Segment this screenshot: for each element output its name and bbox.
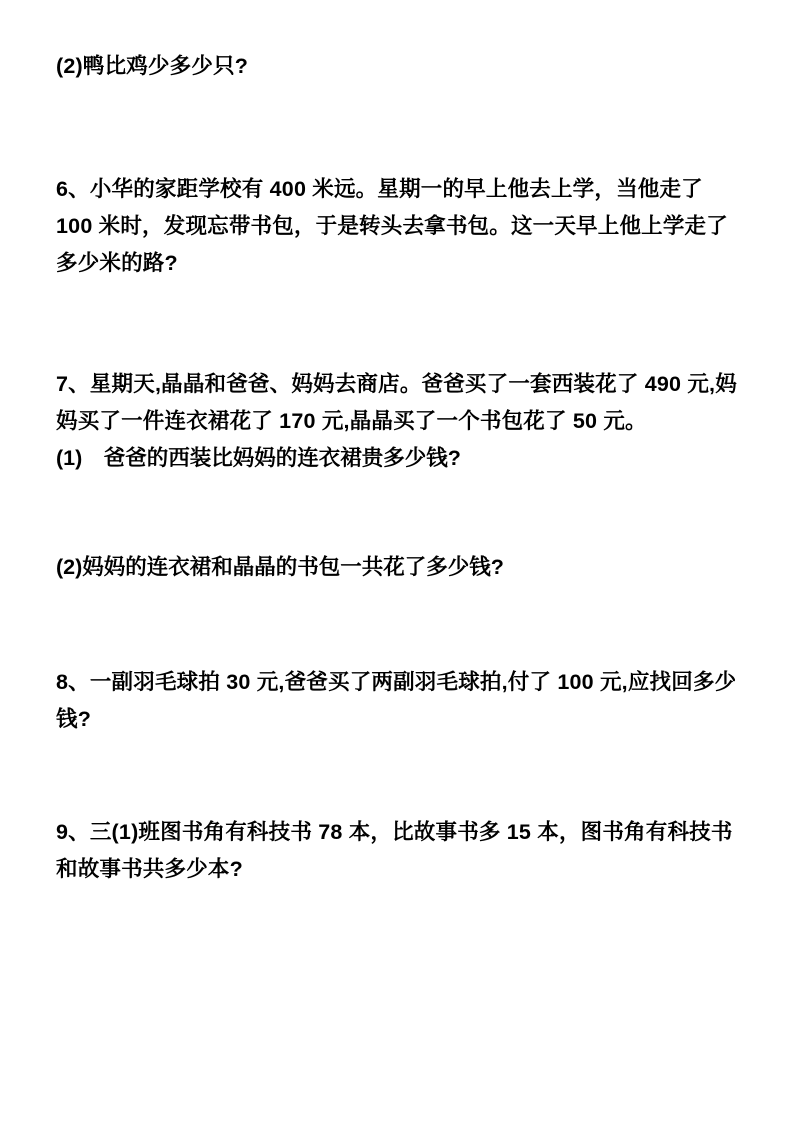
- problem-text: 9、三(1)班图书角有科技书 78 本，比故事书多 15 本，图书角有科技书和故事书共多少本?: [56, 819, 733, 881]
- answer-space: [56, 738, 737, 814]
- answer-space: [56, 477, 737, 549]
- answer-space: [56, 586, 737, 664]
- problem-7-part-2-block: [56, 549, 737, 586]
- problem-7-part-2: (2)妈妈的连衣裙和晶晶的书包一共花了多少钱?: [56, 554, 504, 579]
- problem-6: [56, 171, 737, 282]
- answer-space: [56, 85, 737, 171]
- problem-text: (2)鸭比鸡少多少只?: [56, 54, 249, 78]
- problem-text: 7、星期天,晶晶和爸爸、妈妈去商店。爸爸买了一套西装花了 490 元,妈妈买了一件连衣裙花了 170 元,晶晶买了一个书包花了 50 元。: [56, 371, 737, 433]
- problem-9: [56, 814, 737, 888]
- problem-5-part-2: [56, 48, 737, 85]
- problem-text: 8、一副羽毛球拍 30 元,爸爸买了两副羽毛球拍,付了 100 元,应找回多少钱?: [56, 669, 737, 731]
- problem-7-part-1: (1) 爸爸的西装比妈妈的连衣裙贵多少钱?: [56, 445, 461, 470]
- problem-text: 6、小华的家距学校有 400 米远。星期一的早上他去上学，当他走了 100 米时，发现忘带书包，于是转头去拿书包。这一天早上他上学走了多少米的路?: [56, 176, 728, 275]
- problem-7: [56, 366, 737, 477]
- problem-8: [56, 664, 737, 738]
- answer-space: [56, 282, 737, 366]
